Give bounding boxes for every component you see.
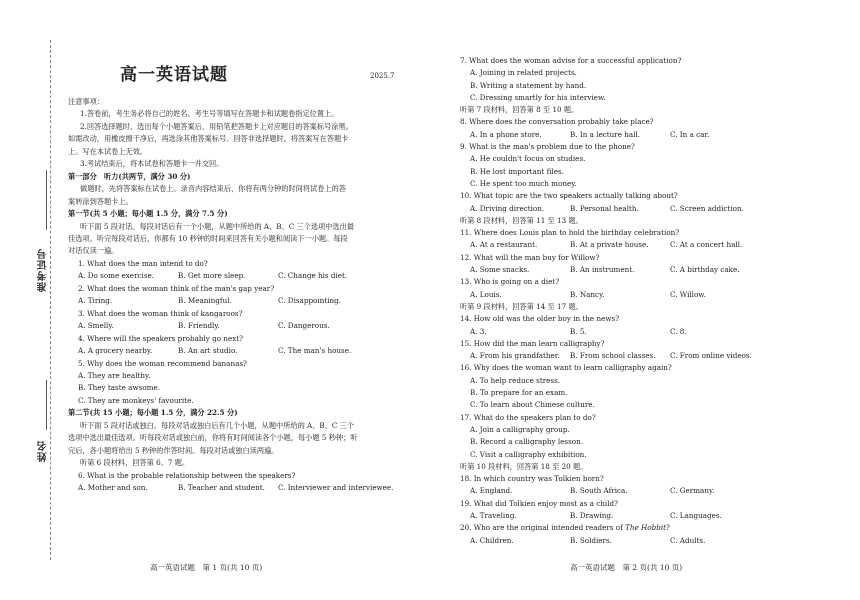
option[interactable]: A. To help reduce stress.	[470, 375, 561, 385]
notes-heading: 注意事项：	[68, 97, 104, 106]
option[interactable]: A. England.	[470, 486, 513, 496]
binding-margin	[0, 0, 60, 600]
option-row	[460, 535, 850, 547]
note-line: 1.答卷前，考生务必将自己的姓名、考生号等填写在答题卡和试题卷指定位置上。	[80, 109, 339, 119]
option[interactable]: B. Writing a statement by hand.	[470, 80, 587, 90]
right-content	[460, 55, 850, 547]
note-line: 如需改动，用橡皮擦干净后，再选涂其他答案标号。回答非选择题时，将答案写在答题卡	[68, 134, 349, 144]
question-text: 5. Why does the woman recommend bananas?	[78, 358, 247, 368]
option[interactable]: C. The man's house.	[278, 346, 352, 356]
material-note: 听第 7 段材料，回答第 8 至 10 题。	[460, 105, 579, 115]
option[interactable]: B. 5.	[570, 326, 587, 336]
question-text: 18. In which country was Tolkien born?	[460, 474, 604, 484]
option[interactable]: C. Germany.	[670, 486, 715, 496]
option[interactable]: C. Screen addiction.	[670, 203, 744, 213]
option[interactable]: A. Do some exercise.	[78, 271, 155, 281]
question-text: 10. What topic are the two speakers actually talking about?	[460, 191, 678, 201]
option-row	[460, 264, 850, 276]
option[interactable]: B. South Africa.	[570, 486, 628, 496]
option-row	[68, 320, 422, 332]
option[interactable]: C. Willow.	[670, 289, 706, 299]
option[interactable]: B. From school classes.	[570, 351, 656, 361]
option[interactable]: A. 3.	[470, 326, 487, 336]
material-note: 听第 9 段材料，回答第 14 至 17 题。	[460, 301, 583, 311]
note-line: 3.考试结束后，将本试卷和答题卡一并交回。	[80, 159, 224, 169]
option[interactable]: B. In a lecture hall.	[570, 129, 641, 139]
option[interactable]: A. Traveling.	[470, 510, 517, 520]
option[interactable]: B. He lost important files.	[470, 166, 564, 176]
option[interactable]: A. From his grandfather.	[470, 351, 560, 361]
question-text: 2. What does the woman think of the man's gap year?	[78, 283, 275, 293]
question-text	[460, 522, 850, 534]
material-note: 听第 6 段材料，回答第 6、7 题。	[80, 458, 190, 468]
option[interactable]: A. Tiring.	[78, 296, 113, 306]
option[interactable]: A. At a restaurant.	[470, 240, 538, 250]
option[interactable]: A. Some snacks.	[470, 265, 530, 275]
question-text: 19. What did Tolkien enjoy most as a child?	[460, 498, 618, 508]
section2-intro-line: 选项中选出最佳选项。听每段对话或独白前，你将有时间阅读各个小题，每小题 5 秒钟；听	[68, 433, 358, 443]
option[interactable]: B. Friendly.	[178, 321, 220, 331]
question-text: 7. What does the woman advise for a successful application?	[460, 56, 682, 65]
option[interactable]: B. Get more sleep.	[178, 271, 246, 281]
option-row	[460, 239, 850, 251]
name-line	[46, 380, 47, 430]
option[interactable]: C. Disappointing.	[278, 296, 342, 306]
option[interactable]: B. Teacher and student.	[178, 483, 265, 493]
option[interactable]: C. Dressing smartly for his interview.	[470, 92, 606, 102]
option[interactable]: C. Dangerous.	[278, 321, 330, 331]
option[interactable]: B. Drawing.	[570, 510, 614, 520]
binding-dashed-line	[50, 40, 51, 560]
question-text: 4. Where will the speakers probably go next?	[78, 333, 244, 343]
option-row	[460, 289, 850, 301]
section2-intro-line: 听下面 5 段对话或独白。每段对话或独白后有几个小题，从题中所给的 A、B、C 三个	[80, 420, 355, 430]
section1-heading: 第一节(共 5 小题；每小题 1.5 分，满分 7.5 分)	[68, 209, 228, 219]
question-text: 1. What does the man intend to do?	[78, 258, 208, 268]
option[interactable]: C. Visit a calligraphy exhibition.	[470, 449, 587, 459]
question-text: 12. What will the man buy for Willow?	[460, 252, 600, 262]
question-text: 6. What is the probable relationship between the speakers?	[78, 470, 296, 480]
question-text: 3. What does the woman think of kangaroos?	[78, 308, 243, 318]
question-text: 13. Who is going on a diet?	[460, 277, 560, 287]
question-mark: ?	[666, 523, 670, 533]
option[interactable]: B. An instrument.	[570, 265, 635, 275]
option-row	[460, 510, 850, 522]
note-line: 2.回答选择题时，选出每个小题答案后，用铅笔把答题卡上对应题目的答案标号涂黑。	[80, 121, 353, 131]
option[interactable]: A. In a phone store.	[470, 129, 542, 139]
option[interactable]: C. A birthday cake.	[670, 265, 740, 275]
option[interactable]: C. In a car.	[670, 129, 710, 139]
option[interactable]: B. Record a calligraphy lesson.	[470, 437, 584, 447]
section2-heading: 第二节(共 15 小题；每小题 1.5 分，满分 22.5 分)	[68, 408, 238, 418]
option[interactable]: C. At a concert hall.	[670, 240, 743, 250]
option-row	[460, 485, 850, 497]
question-text: 16. Why does the woman want to learn calligraphy again?	[460, 363, 672, 373]
question-text: 11. Where does Louis plan to hold the birthday celebration?	[460, 228, 680, 238]
option-row	[460, 350, 850, 362]
note-line: 上。写在本试卷上无效。	[68, 146, 148, 156]
option-row	[68, 345, 422, 357]
question-text: 8. Where does the conversation probably take place?	[460, 117, 654, 127]
option[interactable]: A. Smelly.	[78, 321, 114, 331]
option-row	[460, 129, 850, 141]
option[interactable]: C. From online videos.	[670, 351, 752, 361]
page-title: 高一英语试题	[120, 65, 228, 85]
option[interactable]: B. Nancy.	[570, 289, 605, 299]
page-2	[430, 0, 860, 600]
question-text: 14. How old was the older boy in the news?	[460, 314, 620, 324]
part1-intro-line: 案转涂到答题卡上。	[68, 196, 133, 206]
option[interactable]: A. Driving direction.	[470, 203, 545, 213]
option[interactable]: C. Adults.	[670, 535, 706, 545]
exam-number-line	[46, 170, 47, 230]
material-note: 听第 10 段材料，回答第 18 至 20 题。	[460, 461, 588, 471]
option[interactable]: B. At a private house.	[570, 240, 649, 250]
option-row	[68, 270, 422, 282]
option[interactable]: A. They are healthy.	[78, 370, 151, 380]
section2-intro-line: 完后，各小题将给出 5 秒钟的作答时间。每段对话或独白读两遍。	[68, 445, 279, 455]
option[interactable]: A. He couldn't focus on studies.	[470, 154, 586, 164]
option-row	[460, 326, 850, 338]
question-text: 17. What do the speakers plan to do?	[460, 412, 596, 422]
option[interactable]: B. Personal health.	[570, 203, 639, 213]
option[interactable]: C. They are monkeys' favourite.	[78, 395, 194, 405]
option-row	[68, 295, 422, 307]
option[interactable]: B. Meaningful.	[178, 296, 232, 306]
book-title: The Hobbit	[625, 523, 667, 533]
material-note: 听第 8 段材料，回答第 11 至 13 题。	[460, 215, 583, 225]
part1-heading: 第一部分 听力(共两节，满分 30 分)	[68, 171, 191, 181]
exam-number-label: 准考证号	[38, 248, 49, 292]
question-text: 15. How did the man learn calligraphy?	[460, 338, 605, 348]
section1-intro-line: 对话仅读一遍。	[68, 246, 119, 256]
option[interactable]: A. Louis.	[470, 289, 502, 299]
option[interactable]: C. He spent too much money.	[470, 178, 577, 188]
option[interactable]: A. Joining in related projects.	[470, 68, 577, 78]
left-content	[68, 96, 422, 495]
option[interactable]: A. Join a calligraphy group.	[470, 424, 570, 434]
option[interactable]: C. Change his diet.	[278, 271, 348, 281]
section1-intro-line: 听下面 5 段对话。每段对话后有一个小题，从题中所给的 A、B、C 三个选项中选出最	[80, 221, 355, 231]
option[interactable]: C. Interviewer and interviewee.	[278, 483, 394, 493]
name-label: 姓名	[38, 440, 49, 462]
option[interactable]: C. Languages.	[670, 510, 722, 520]
question-text-part: 20. Who are the original intended readers of	[460, 523, 626, 533]
page-footer: 高一英语试题 第 2 页(共 10 页)	[570, 563, 683, 572]
section1-intro-line: 佳选项。听完每段对话后，你都有 10 秒钟的时间来回答有关小题和阅读下一小题。每段	[68, 233, 348, 243]
option-row	[68, 482, 422, 494]
question-text: 9. What is the man's problem due to the phone?	[460, 142, 635, 152]
option[interactable]: C. 8.	[670, 326, 687, 336]
option[interactable]: C. To learn about Chinese culture.	[470, 400, 595, 410]
part1-intro-line: 做题时，先将答案标在试卷上。录音内容结束后，你将有两分钟的时间将试卷上的答	[80, 184, 346, 194]
option[interactable]: B. They taste awsome.	[78, 383, 160, 393]
option[interactable]: B. An art studio.	[178, 346, 238, 356]
option[interactable]: B. To prepare for an exam.	[470, 388, 568, 398]
option[interactable]: A. Children.	[470, 535, 514, 545]
option[interactable]: A. Mother and son.	[78, 483, 148, 493]
option-row	[460, 203, 850, 215]
option[interactable]: A. A grocery nearby.	[78, 346, 153, 356]
page-footer: 高一英语试题 第 1 页(共 10 页)	[150, 563, 263, 572]
option[interactable]: B. Soldiers.	[570, 535, 612, 545]
exam-date: 2025.7	[370, 72, 395, 80]
